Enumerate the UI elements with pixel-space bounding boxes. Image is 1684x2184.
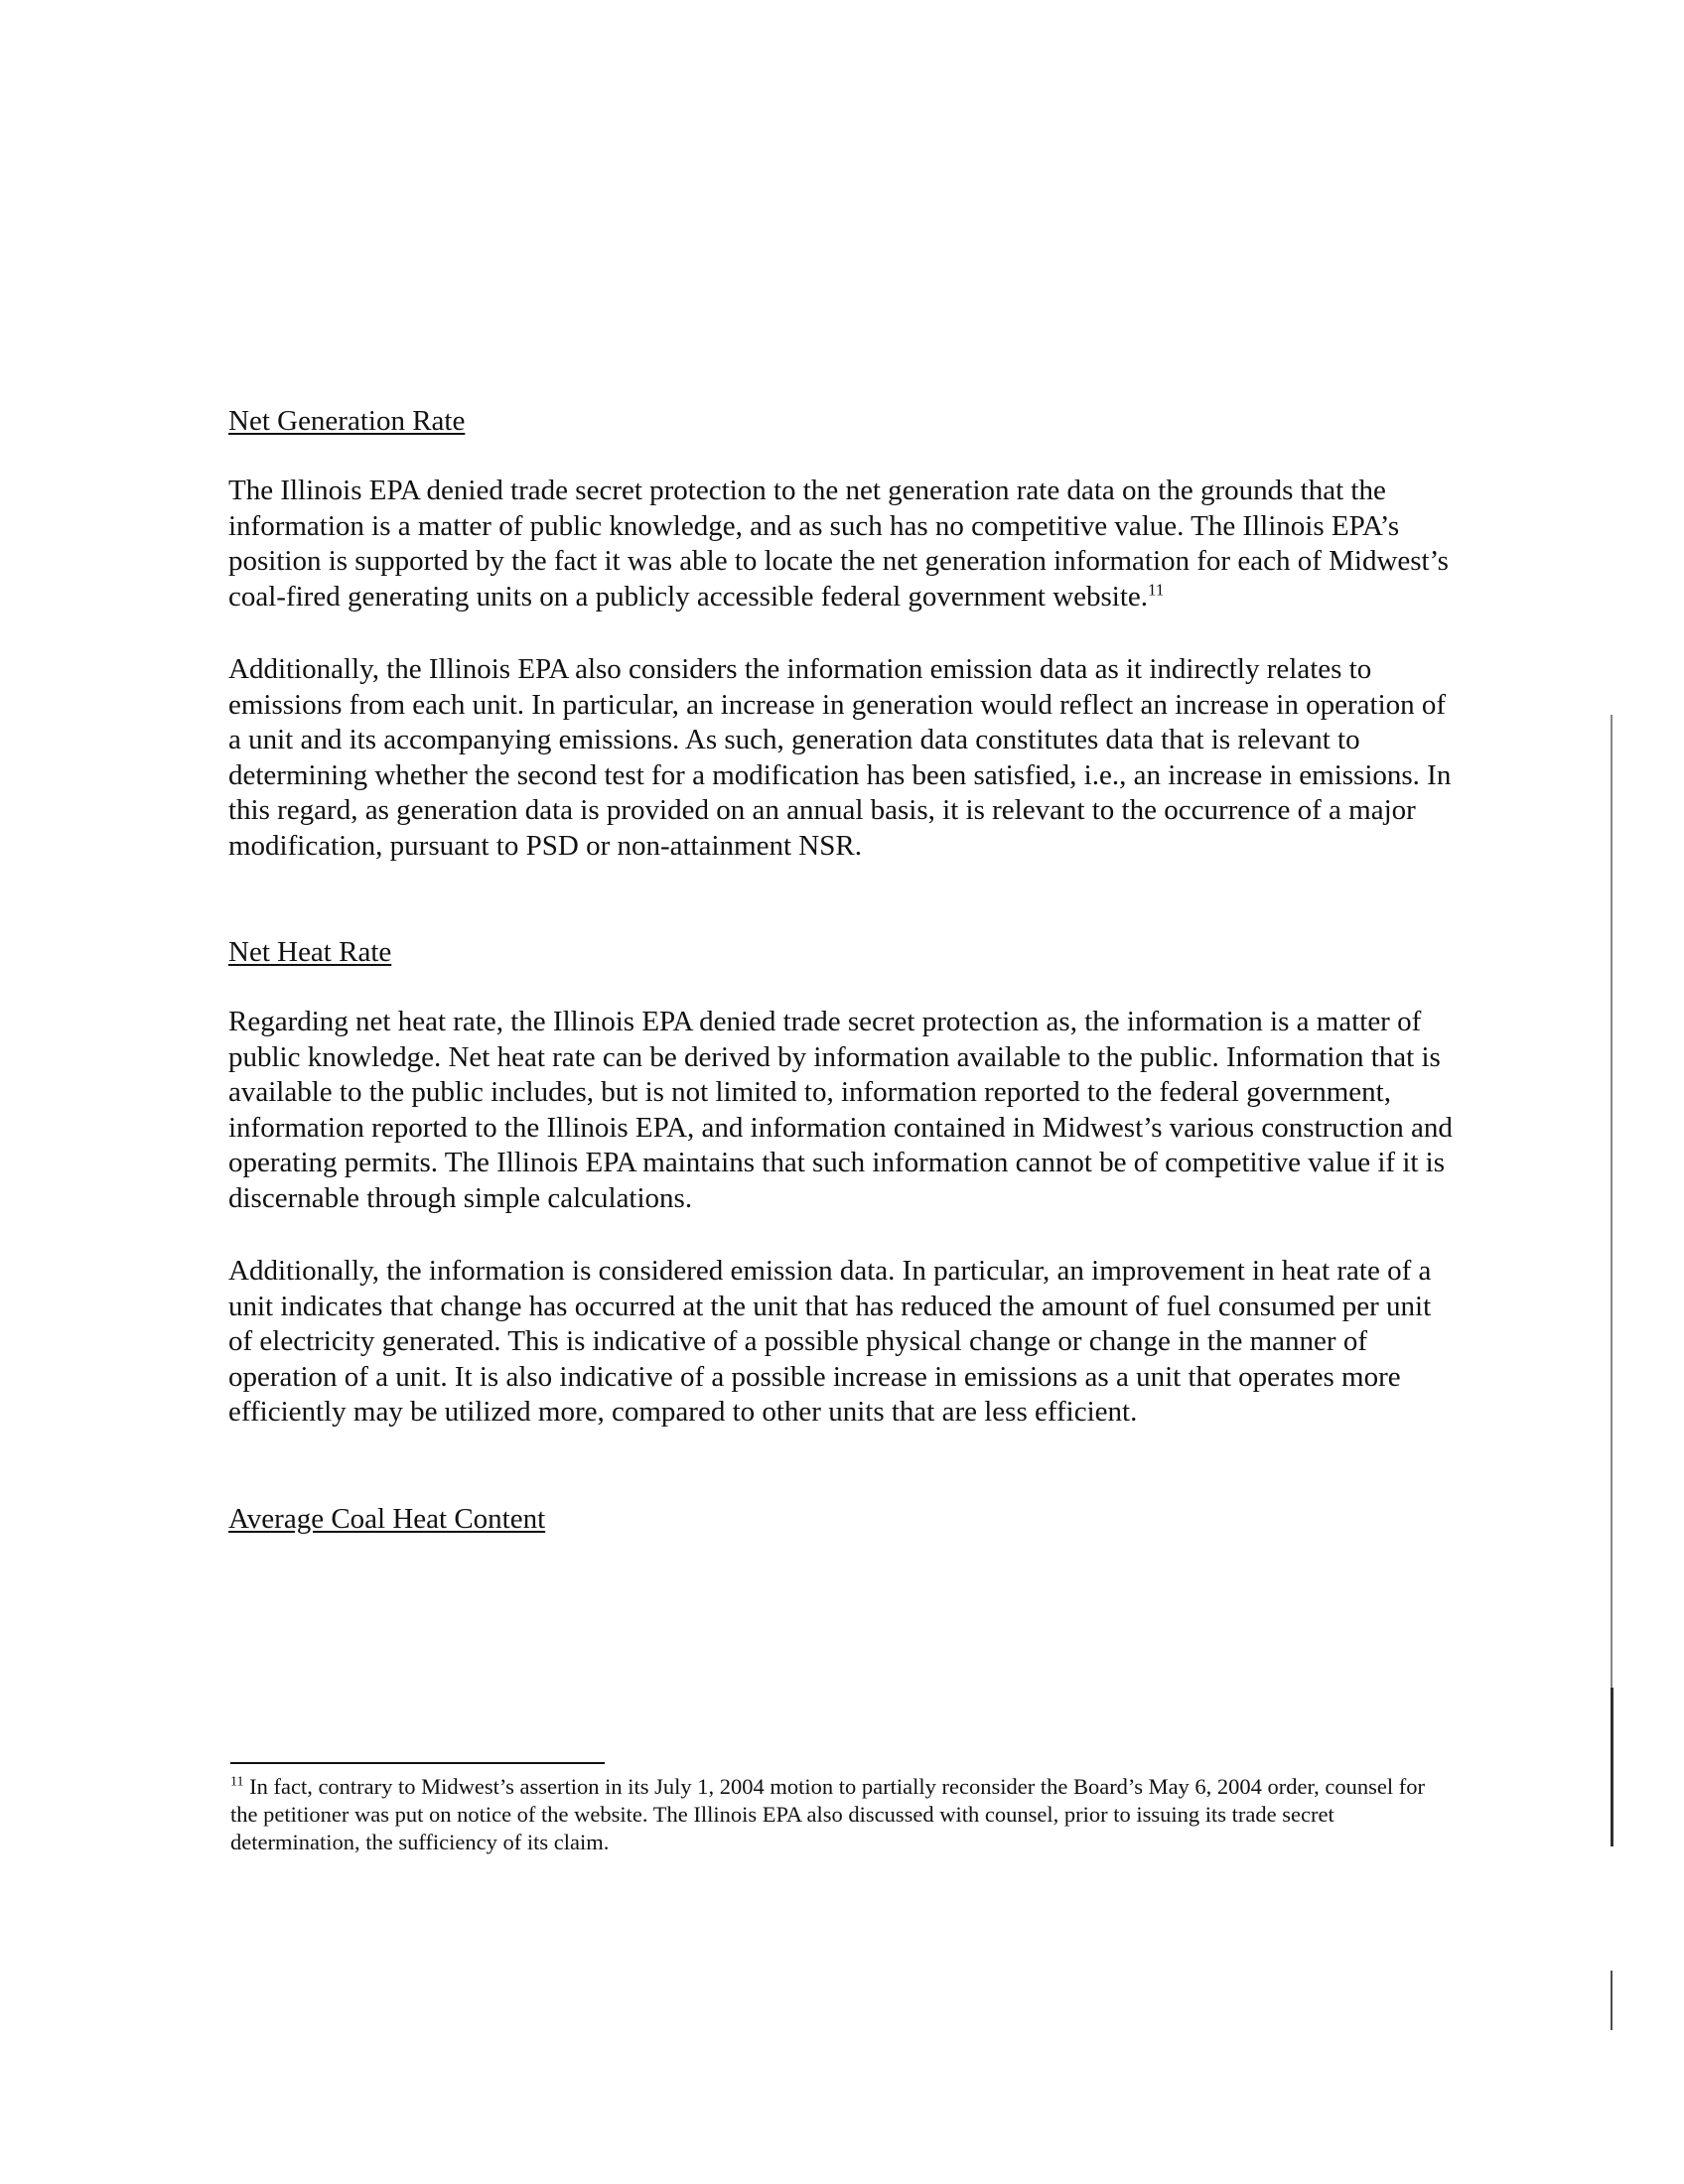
scan-artifact	[1611, 715, 1613, 1846]
footnote-marker: 11	[230, 1774, 244, 1790]
paragraph-text: The Illinois EPA denied trade secret protection to the net generation rate data on the grounds that the information is a matter of public knowledge, and as such has no competitive value. The Illinois EPA’s position is supported by the fact it was able to locate the net generation information for each of Midwest’s coal-fired generating units on a publicly accessible federal government website.	[228, 475, 1449, 613]
footnote-separator	[230, 1762, 605, 1764]
footnote-text: In fact, contrary to Midwest’s assertion in its July 1, 2004 motion to partially reconsider the Board’s May 6, 2004 order, counsel for the petitioner was put on notice of the website. The Illinois EPA also discussed with counsel, prior to issuing its trade secret determination, the sufficiency of its claim.	[230, 1774, 1425, 1854]
paragraph: Additionally, the information is considered emission data. In particular, an improvement in heat rate of a unit indicates that change has occurred at the unit that has reduced the amount of fuel consumed per unit of electricity generated. This is indicative of a possible physical change or change in the manner of operation of a unit. It is also indicative of a possible increase in emissions as a unit that operates more efficiently may be utilized more, compared to other units that are less efficient.	[228, 1255, 1432, 1428]
document-body	[228, 403, 1460, 1537]
scan-artifact	[1611, 1688, 1614, 1846]
scan-artifact	[1611, 1971, 1613, 2030]
section-heading-net-heat-rate: Net Heat Rate	[228, 936, 392, 968]
footnote	[230, 1773, 1442, 1856]
paragraph	[228, 474, 1460, 614]
section-heading-net-generation-rate: Net Generation Rate	[228, 405, 466, 437]
paragraph: Additionally, the Illinois EPA also considers the information emission data as it indirectly relates to emissions from each unit. In particular, an increase in generation would reflect an increase in operation of a unit and its accompanying emissions. As such, generation data constitutes data that is relevant to determining whether the second test for a modification has been satisfied, i.e., an increase in emissions. In this regard, as generation data is provided on an annual basis, it is relevant to the occurrence of a major modification, pursuant to PSD or non-attainment NSR.	[228, 653, 1452, 862]
paragraph: Regarding net heat rate, the Illinois EPA denied trade secret protection as, the information is a matter of public knowledge. Net heat rate can be derived by information available to the public. Information that is available to the public includes, but is not limited to, information reported to the federal government, information reported to the Illinois EPA, and information contained in Midwest’s various construction and operating permits. The Illinois EPA maintains that such information cannot be of competitive value if it is discernable through simple calculations.	[228, 1006, 1453, 1214]
section-heading-average-coal-heat-content: Average Coal Heat Content	[228, 1502, 546, 1535]
footnote-reference: 11	[1148, 579, 1165, 599]
